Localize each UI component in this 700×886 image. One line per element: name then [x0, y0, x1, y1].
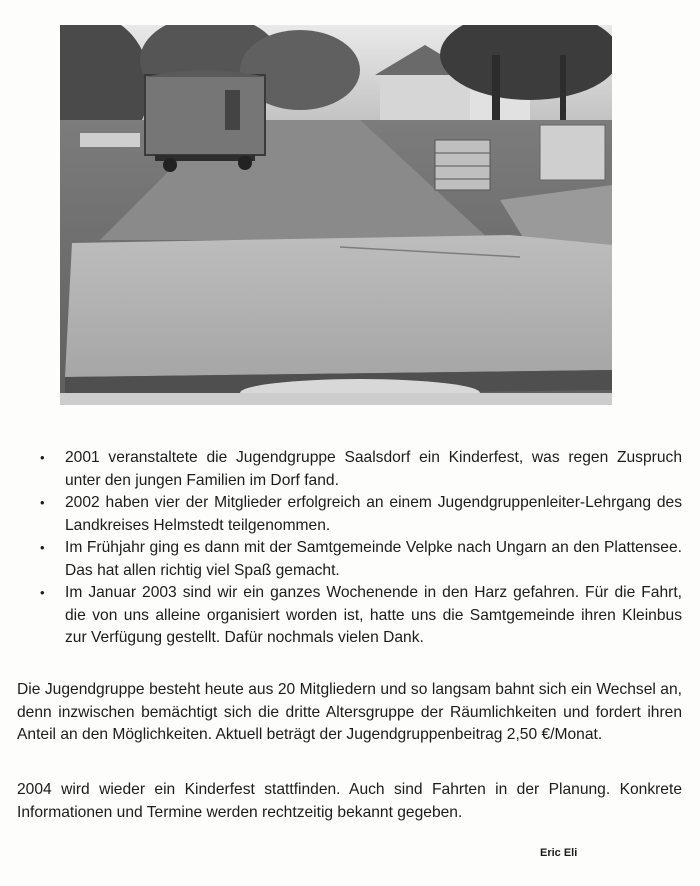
- bullet-icon: •: [40, 585, 45, 600]
- list-item-text: Im Frühjahr ging es dann mit der Samtgemeinde Velpke nach Ungarn an den Plattensee. Das hat allen richtig viel Spaß gemacht.: [65, 539, 682, 579]
- author-signature: Eric Eli: [540, 847, 578, 859]
- bullet-icon: •: [40, 450, 45, 465]
- bullet-list: [40, 447, 682, 650]
- paragraph-membership: Die Jugendgruppe besteht heute aus 20 Mitgliedern und so langsam bahnt sich ein Wechsel an, denn inzwischen bemächtigt sich die dritte Altersgruppe der Räumlichkeiten und fordert ihren Anteil an den Möglichkeiten. Aktuell beträgt der Jugendgruppenbeitrag 2,50 €/Monat.: [17, 681, 682, 743]
- list-item: [40, 582, 682, 650]
- paragraph-outlook: 2004 wird wieder ein Kinderfest stattfinden. Auch sind Fahrten in der Planung. Konkrete Informationen und Termine werden rechtzeitig bekannt gegeben.: [17, 781, 682, 821]
- list-item-text: Im Januar 2003 sind wir ein ganzes Wochenende in den Harz gefahren. Für die Fahrt, die von uns alleine organisiert worden ist, hatte uns die Samtgemeinde ihren Kleinbus zur Verfügung gestellt. Dafür nochmals vielen Dank.: [65, 584, 682, 646]
- photo-concrete-slab: [60, 25, 612, 405]
- bullet-icon: •: [40, 495, 45, 510]
- bullet-icon: •: [40, 540, 45, 555]
- list-item: [40, 537, 682, 582]
- list-item-text: 2002 haben vier der Mitglieder erfolgreich an einem Jugendgruppenleiter-Lehrgang des Landkreises Helmstedt teilgenommen.: [65, 494, 682, 534]
- photo-illustration: [60, 25, 612, 405]
- list-item: [40, 447, 682, 492]
- list-item: [40, 492, 682, 537]
- list-item-text: 2001 veranstaltete die Jugendgruppe Saalsdorf ein Kinderfest, was regen Zuspruch unter den jungen Familien im Dorf fand.: [65, 449, 682, 489]
